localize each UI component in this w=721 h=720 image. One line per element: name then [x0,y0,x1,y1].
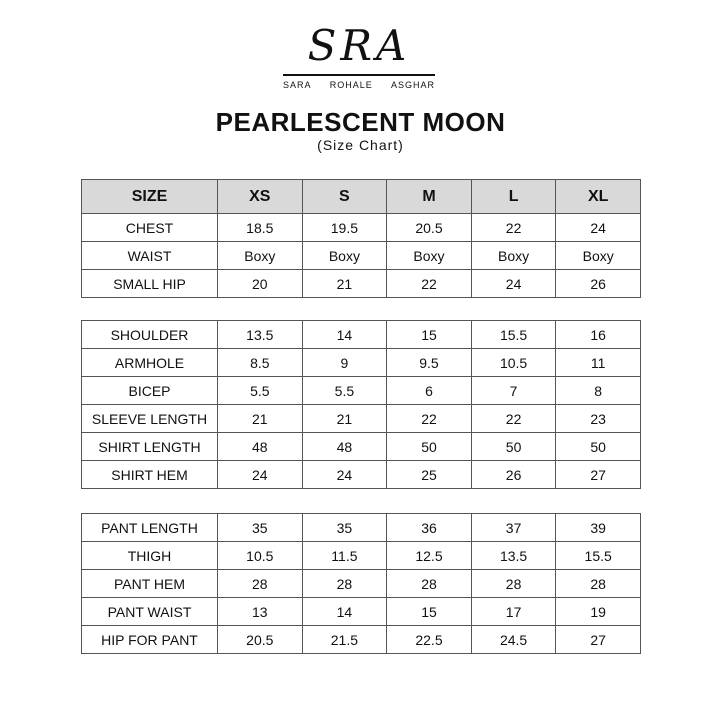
measurement-value: 50 [556,433,641,461]
measurement-value: 21 [302,270,387,298]
measurement-value: 10.5 [218,542,303,570]
measurement-value: 24 [471,270,556,298]
measurement-value: 14 [302,321,387,349]
measurement-label: SHIRT LENGTH [82,433,218,461]
table-row [82,542,641,570]
measurement-label: BICEP [82,377,218,405]
table-header-row [82,180,641,214]
measurement-label: ARMHOLE [82,349,218,377]
table-row [82,242,641,270]
table-row [82,461,641,489]
measurement-value: 22 [471,405,556,433]
table-row [82,598,641,626]
measurement-value: 20.5 [218,626,303,654]
measurement-value: 17 [471,598,556,626]
header-size-label: SIZE [82,180,218,214]
measurement-value: 25 [387,461,472,489]
measurement-label: WAIST [82,242,218,270]
size-table-pants [81,513,641,654]
table-row [82,514,641,542]
measurement-value: 21 [218,405,303,433]
size-table-body [81,179,641,298]
measurement-value: Boxy [387,242,472,270]
measurement-value: 6 [387,377,472,405]
table-row [82,433,641,461]
size-table-sleeve-shirt [81,320,641,489]
measurement-value: 27 [556,461,641,489]
measurement-label: SMALL HIP [82,270,218,298]
measurement-value: 24 [218,461,303,489]
measurement-value: 19 [556,598,641,626]
table-row [82,349,641,377]
measurement-value: 8 [556,377,641,405]
logo-brand-name [279,80,439,90]
measurement-value: Boxy [218,242,303,270]
measurement-value: 48 [302,433,387,461]
measurement-value: 28 [387,570,472,598]
measurement-value: 16 [556,321,641,349]
measurement-value: 26 [471,461,556,489]
measurement-value: 9.5 [387,349,472,377]
measurement-value: 36 [387,514,472,542]
measurement-value: 48 [218,433,303,461]
measurement-value: 15 [387,321,472,349]
measurement-label: THIGH [82,542,218,570]
brand-logo [279,22,439,94]
measurement-value: 11 [556,349,641,377]
measurement-value: 7 [471,377,556,405]
measurement-value: 24 [302,461,387,489]
measurement-label: PANT LENGTH [82,514,218,542]
measurement-value: 28 [556,570,641,598]
measurement-value: 5.5 [218,377,303,405]
measurement-value: 18.5 [218,214,303,242]
measurement-value: Boxy [556,242,641,270]
measurement-value: 22 [471,214,556,242]
logo-monogram: SRA [307,21,411,70]
measurement-value: 50 [471,433,556,461]
measurement-value: 28 [471,570,556,598]
measurement-label: CHEST [82,214,218,242]
measurement-value: 26 [556,270,641,298]
logo-word: ROHALE [329,80,373,90]
measurement-value: 28 [302,570,387,598]
measurement-label: PANT HEM [82,570,218,598]
logo-word: ASGHAR [390,80,435,90]
page-title: PEARLESCENT MOON [215,107,506,137]
measurement-value: 28 [218,570,303,598]
measurement-value: 15 [387,598,472,626]
header-size-s: S [302,180,387,214]
table-row [82,570,641,598]
measurement-value: 24.5 [471,626,556,654]
measurement-label: SLEEVE LENGTH [82,405,218,433]
measurement-value: Boxy [302,242,387,270]
logo-word: SARA [283,80,312,90]
measurement-value: 37 [471,514,556,542]
measurement-value: 13.5 [471,542,556,570]
table-row [82,405,641,433]
measurement-value: 15.5 [471,321,556,349]
table-row [82,626,641,654]
measurement-value: 22 [387,270,472,298]
measurement-value: 22.5 [387,626,472,654]
measurement-value: 35 [218,514,303,542]
logo-underline [283,74,435,76]
measurement-value: Boxy [471,242,556,270]
measurement-value: 20.5 [387,214,472,242]
measurement-label: PANT WAIST [82,598,218,626]
header-size-xs: XS [218,180,303,214]
table-row [82,377,641,405]
measurement-label: SHOULDER [82,321,218,349]
measurement-value: 22 [387,405,472,433]
measurement-value: 39 [556,514,641,542]
measurement-label: HIP FOR PANT [82,626,218,654]
header-size-l: L [471,180,556,214]
measurement-value: 35 [302,514,387,542]
header-size-m: M [387,180,472,214]
measurement-value: 14 [302,598,387,626]
measurement-value: 9 [302,349,387,377]
measurement-value: 21 [302,405,387,433]
table-row [82,214,641,242]
measurement-value: 19.5 [302,214,387,242]
measurement-value: 13.5 [218,321,303,349]
measurement-value: 50 [387,433,472,461]
measurement-value: 24 [556,214,641,242]
measurement-value: 10.5 [471,349,556,377]
measurement-value: 21.5 [302,626,387,654]
measurement-value: 12.5 [387,542,472,570]
measurement-label: SHIRT HEM [82,461,218,489]
header-size-xl: XL [556,180,641,214]
measurement-value: 20 [218,270,303,298]
table-row [82,270,641,298]
measurement-value: 13 [218,598,303,626]
measurement-value: 27 [556,626,641,654]
measurement-value: 5.5 [302,377,387,405]
measurement-value: 15.5 [556,542,641,570]
measurement-value: 11.5 [302,542,387,570]
measurement-value: 23 [556,405,641,433]
page-subtitle: (Size Chart) [317,137,404,153]
measurement-value: 8.5 [218,349,303,377]
table-row [82,321,641,349]
